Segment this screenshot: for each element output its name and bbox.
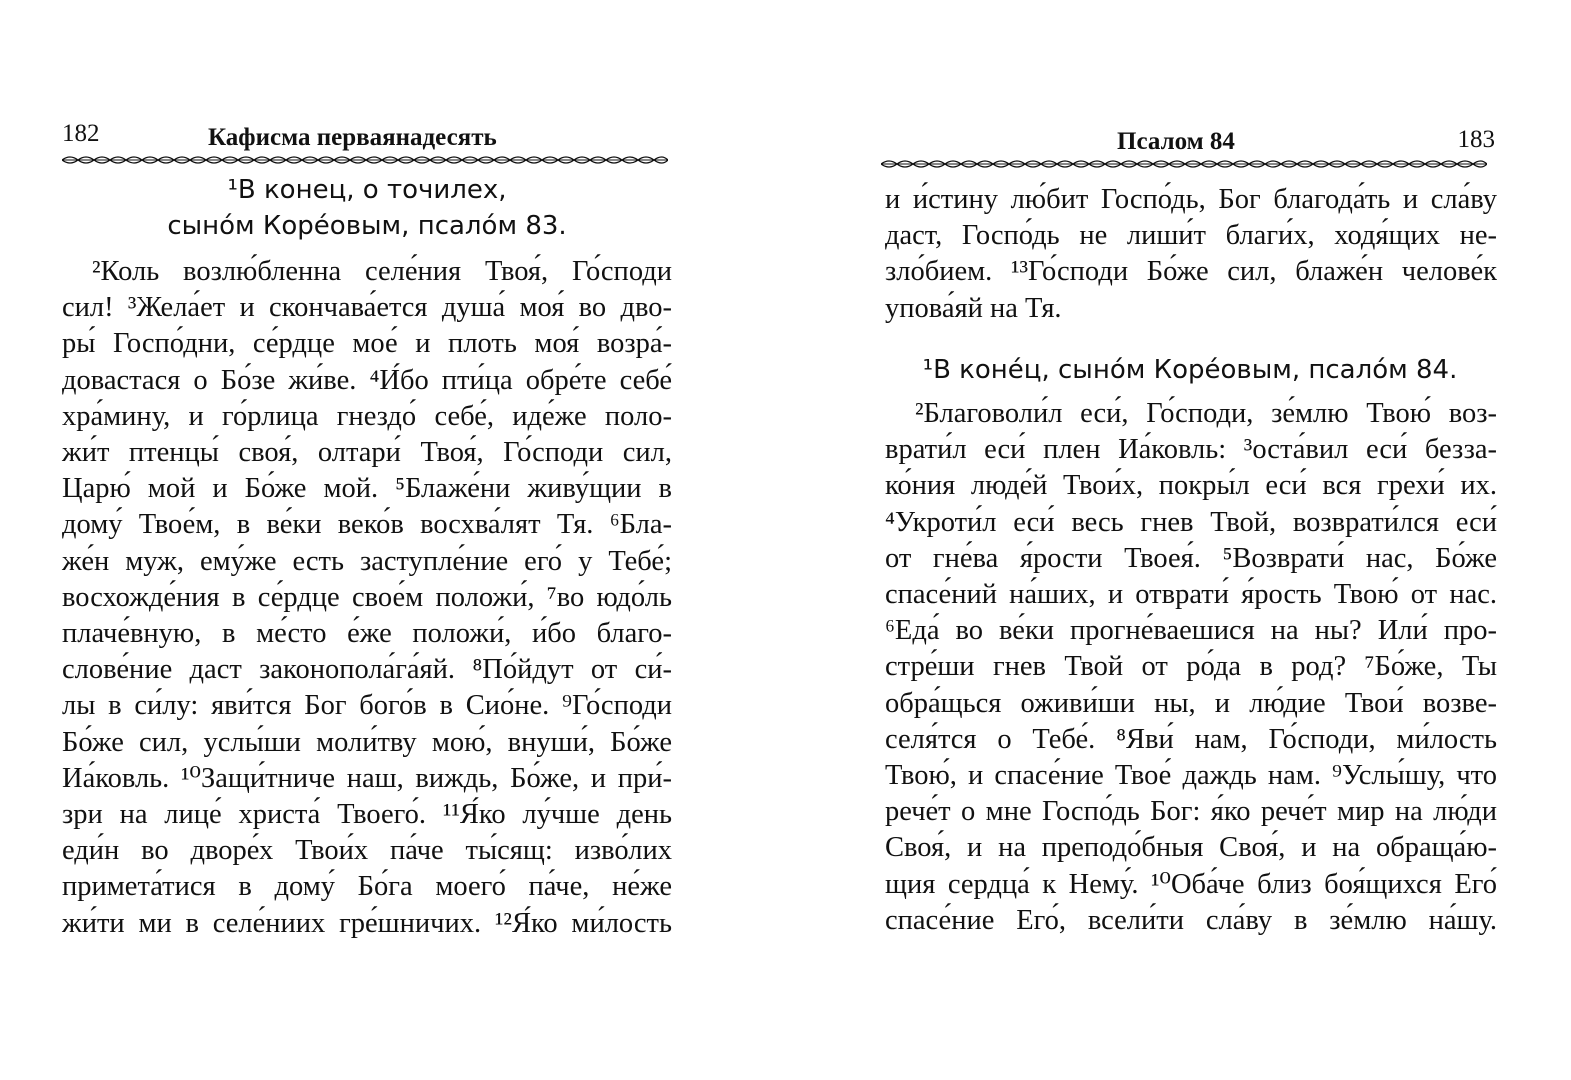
left-page-header: [62, 118, 672, 158]
psalm-84-text: [885, 396, 1497, 939]
text-line: слове́ние даст законопола́га́яй. ⁸По́йдут от си́-: [62, 654, 672, 686]
text-line: рече́т о мне Госпо́дь Бог: я́ко рече́т мир на лю́ди: [885, 796, 1497, 828]
text-line: ²Благоволи́л еси́, Го́споди, зе́млю Твою́ воз-: [915, 398, 1497, 429]
text-line: селя́тся о Тебе́. ⁸Яви́ нам, Го́споди, ми́лость: [885, 723, 1497, 755]
right-page-number: 183: [1457, 126, 1495, 153]
text-line: зло́бием. ¹³Го́споди Бо́же сил, блаже́н челове́к: [885, 256, 1497, 288]
left-running-title: Кафисма перваянадесять: [208, 124, 497, 151]
text-line: щия сердца́ к Нему́. ¹⁰Оба́че близ боя́щихся Его́: [885, 868, 1497, 900]
text-line: от гне́ва я́рости Твоея́. ⁵Возврати́ нас, Бо́же: [885, 542, 1497, 574]
text-line: стре́ши гнев Твой от ро́да в род? ⁷Бо́же, Ты: [885, 651, 1497, 683]
right-running-title: Псалом 84: [1117, 128, 1235, 155]
text-line: Бо́же сил, услы́ши моли́тву мою́, внуши́, Бо́же: [62, 726, 672, 758]
text-line: ры́ Госпо́дни, се́рдце мое́ и плоть моя́ возра́-: [62, 328, 672, 360]
text-line: Царю́ мой и Бо́же мой. ⁵Блаже́ни живу́щии в: [62, 473, 672, 505]
text-line: ⁴Укроти́л еси́ весь гнев Твой, возврати́лся еси́: [885, 506, 1497, 538]
text-line: ⁶Еда́ во ве́ки прогне́ваешися на ны? Или́ про-: [885, 615, 1497, 647]
text-line: обра́щься оживи́ши ны, и лю́дие Твои́ возве-: [885, 687, 1497, 719]
text-line: жи́ти ми в селе́ниих гре́шничих. ¹²Я́ко ми́лость: [62, 907, 672, 939]
left-header-ornament-rule: [62, 153, 668, 167]
text-line: лы в си́лу: яви́тся Бог бого́в в Сио́не. ⁹Го́споди: [62, 690, 672, 722]
text-line: спасе́ние Его́, всели́ти сла́ву в зе́млю на́шу.: [885, 904, 1497, 936]
text-line: ко́ния люде́й Твои́х, покры́л еси́ вся грехи́ их.: [885, 470, 1497, 502]
text-line: даст, Госпо́дь не лиши́т благи́х, ходя́щих не-: [885, 220, 1497, 252]
psalm-83-continuation-text: [885, 182, 1497, 327]
text-line: Иа́ковль. ¹⁰Защи́тниче наш, виждь, Бо́же, и при́-: [62, 762, 672, 794]
text-line: еди́н во дворе́х Твои́х па́че ты́сящ: изво́лих: [62, 835, 672, 867]
left-page: [0, 0, 785, 1080]
text-line: ²Коль возлю́бленна селе́ния Твоя́, Го́споди: [92, 256, 672, 287]
text-line: примета́тися в дому́ Бо́га моего́ па́че, не́же: [62, 871, 672, 903]
superscription-line: сыно́м Коре́овым, псало́м 83.: [167, 211, 567, 241]
right-page: [785, 0, 1571, 1080]
psalm-84-superscription: ¹В коне́ц, сыно́м Коре́овым, псало́м 84.: [922, 355, 1458, 385]
text-line: и и́стину лю́бит Госпо́дь, Бог благода́ть и сла́ву: [885, 184, 1497, 215]
text-line: упова́яй на Тя.: [885, 292, 1062, 324]
superscription-line: ¹В конец, о точилех,: [227, 175, 507, 205]
text-line: хра́мину, и го́рлица гнездо́ себе́, иде́же поло-: [62, 400, 672, 432]
text-line: дому́ Твое́м, в ве́ки веко́в восхва́лят Тя. ⁶Бла-: [62, 509, 672, 541]
text-line: довастася о Бо́зе жи́ве. ⁴И́бо пти́ца обре́те себе́: [62, 364, 672, 396]
right-header-ornament-rule: [881, 157, 1487, 171]
text-line: врати́л еси́ плен Иа́ковль: ³оста́вил еси́ безза-: [885, 434, 1497, 466]
right-page-header: [885, 118, 1495, 158]
psalm-83-superscription: [62, 172, 672, 244]
left-page-number: 182: [62, 120, 100, 147]
psalm-83-text: [62, 254, 672, 942]
text-line: плаче́вную, в ме́сто е́же положи́, и́бо благо-: [62, 618, 672, 650]
text-line: Твою́, и спасе́ние Твое́ даждь нам. ⁹Услы́шу, что: [885, 760, 1497, 792]
text-line: жи́т птенцы́ своя́, олтари́ Твоя́, Го́споди сил,: [62, 437, 672, 469]
text-line: сил! ³Жела́ет и скончава́ется душа́ моя́ во дво-: [62, 292, 672, 324]
text-line: же́н муж, ему́же есть заступле́ние его́ у Тебе́;: [62, 545, 672, 577]
text-line: зри на лице́ христа́ Твоего́. ¹¹Я́ко лу́чше день: [62, 799, 672, 831]
text-line: спасе́ний на́ших, и отврати́ я́рость Твою́ от нас.: [885, 579, 1497, 611]
text-line: восхожде́ния в се́рдце свое́м положи́, ⁷во юдо́ль: [62, 581, 672, 613]
text-line: Своя́, и на преподо́бныя Своя́, и на обраща́ю-: [885, 832, 1497, 864]
